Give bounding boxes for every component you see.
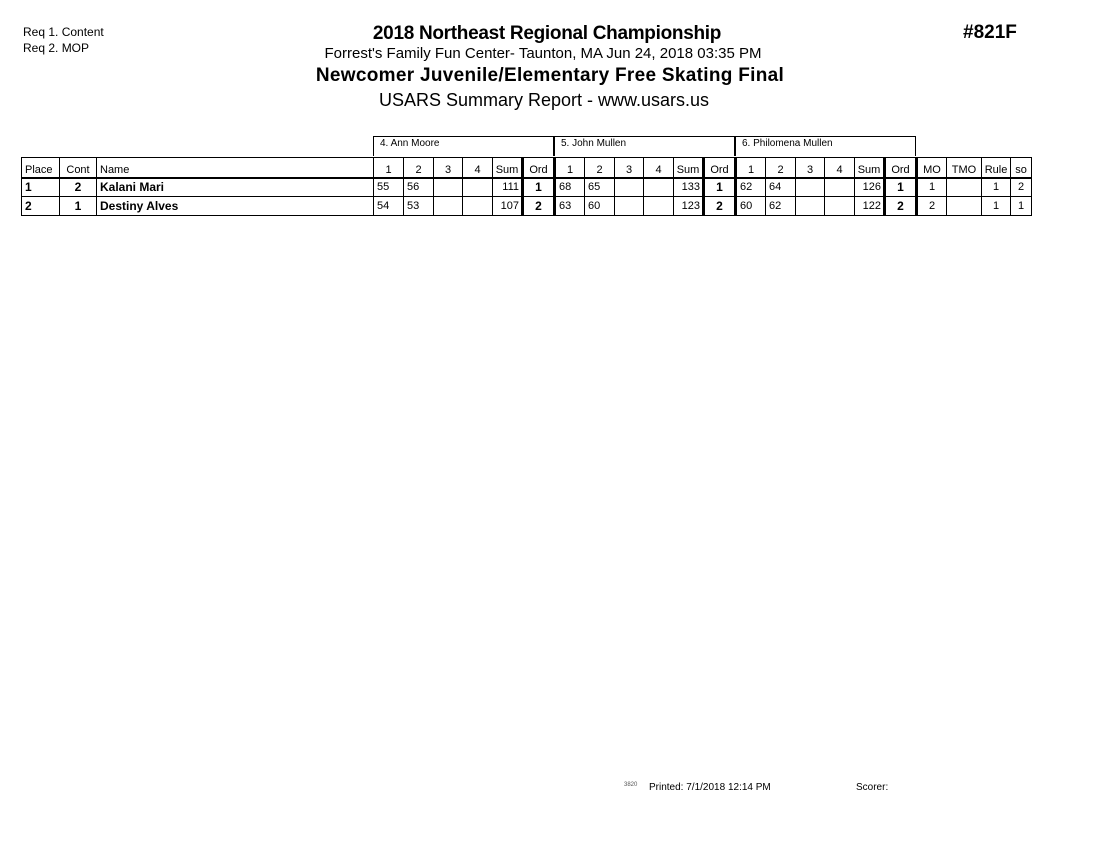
event-title: Newcomer Juvenile/Elementary Free Skating Final [315, 65, 785, 86]
so-cell: 1 [1011, 197, 1032, 216]
rule-cell: 1 [982, 197, 1011, 216]
score-cell [825, 178, 855, 197]
printed-timestamp: Printed: 7/1/2018 12:14 PM [649, 782, 771, 793]
col-j5-ord: Ord [704, 158, 736, 178]
score-cell: 68 [555, 178, 585, 197]
col-j6-2: 2 [766, 158, 796, 178]
score-cell [825, 197, 855, 216]
event-number: #821F [963, 22, 1017, 43]
score-cell [644, 197, 674, 216]
score-cell: 55 [374, 178, 404, 197]
col-so: so [1011, 158, 1032, 178]
col-cont: Cont [60, 158, 97, 178]
col-j4-1: 1 [374, 158, 404, 178]
cont-cell: 2 [60, 178, 97, 197]
scorer-label: Scorer: [856, 782, 889, 793]
judge-header-5: 5. John Mullen [554, 136, 735, 156]
score-cell [615, 197, 644, 216]
score-cell [615, 178, 644, 197]
score-cell: 64 [766, 178, 796, 197]
col-j6-4: 4 [825, 158, 855, 178]
ordinal-cell: 2 [885, 197, 917, 216]
score-cell: 62 [736, 178, 766, 197]
championship-title: 2018 Northeast Regional Championship [372, 23, 722, 44]
col-j6-1: 1 [736, 158, 766, 178]
col-j4-2: 2 [404, 158, 434, 178]
table-row [22, 178, 1032, 197]
score-cell [434, 178, 463, 197]
place-cell: 2 [22, 197, 60, 216]
sum-cell: 126 [855, 178, 885, 197]
tmo-cell [947, 197, 982, 216]
score-cell [434, 197, 463, 216]
score-cell [796, 178, 825, 197]
requirement-1: Req 1. Content [23, 25, 104, 39]
col-j5-sum: Sum [674, 158, 704, 178]
score-cell: 65 [585, 178, 615, 197]
col-rule: Rule [982, 158, 1011, 178]
rule-cell: 1 [982, 178, 1011, 197]
col-j4-ord: Ord [523, 158, 555, 178]
col-place: Place [22, 158, 60, 178]
tmo-cell [947, 178, 982, 197]
sum-cell: 133 [674, 178, 704, 197]
sum-cell: 123 [674, 197, 704, 216]
score-cell [796, 197, 825, 216]
sum-cell: 111 [493, 178, 523, 197]
report-title: USARS Summary Report - www.usars.us [378, 90, 710, 110]
ordinal-cell: 1 [704, 178, 736, 197]
col-mo: MO [917, 158, 947, 178]
sum-cell: 122 [855, 197, 885, 216]
col-name: Name [97, 158, 374, 178]
report-code: 3820 [624, 782, 638, 788]
score-cell: 60 [736, 197, 766, 216]
col-j5-4: 4 [644, 158, 674, 178]
ordinal-cell: 2 [523, 197, 555, 216]
score-cell: 56 [404, 178, 434, 197]
score-cell: 60 [585, 197, 615, 216]
skater-name: Kalani Mari [97, 178, 374, 197]
place-cell: 1 [22, 178, 60, 197]
ordinal-cell: 1 [523, 178, 555, 197]
judge-header-6: 6. Philomena Mullen [735, 136, 916, 156]
score-cell [463, 178, 493, 197]
score-cell [463, 197, 493, 216]
col-j6-sum: Sum [855, 158, 885, 178]
col-j6-3: 3 [796, 158, 825, 178]
col-j5-1: 1 [555, 158, 585, 178]
col-tmo: TMO [947, 158, 982, 178]
venue-date-line: Forrest's Family Fun Center- Taunton, MA Jun 24, 2018 03:35 PM [324, 45, 762, 62]
col-j4-3: 3 [434, 158, 463, 178]
score-cell: 53 [404, 197, 434, 216]
judge-header-4: 4. Ann Moore [373, 136, 554, 156]
score-cell: 54 [374, 197, 404, 216]
col-j5-3: 3 [615, 158, 644, 178]
score-cell: 62 [766, 197, 796, 216]
col-j5-2: 2 [585, 158, 615, 178]
ordinal-cell: 1 [885, 178, 917, 197]
sum-cell: 107 [493, 197, 523, 216]
col-j4-4: 4 [463, 158, 493, 178]
skater-name: Destiny Alves [97, 197, 374, 216]
score-cell [644, 178, 674, 197]
score-cell: 63 [555, 197, 585, 216]
results-table [21, 157, 1032, 216]
requirement-2: Req 2. MOP [23, 41, 90, 55]
table-header-row [22, 158, 1032, 178]
col-j4-sum: Sum [493, 158, 523, 178]
mo-cell: 1 [917, 178, 947, 197]
ordinal-cell: 2 [704, 197, 736, 216]
cont-cell: 1 [60, 197, 97, 216]
table-row [22, 197, 1032, 216]
mo-cell: 2 [917, 197, 947, 216]
so-cell: 2 [1011, 178, 1032, 197]
col-j6-ord: Ord [885, 158, 917, 178]
